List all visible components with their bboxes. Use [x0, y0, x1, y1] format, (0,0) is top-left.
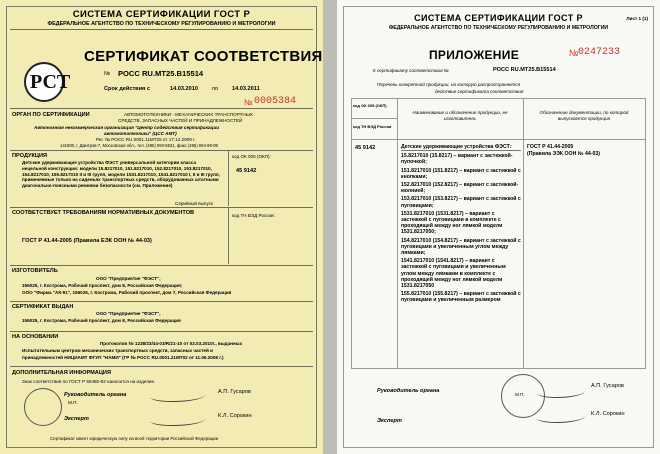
appendix-serial-prefix: № [569, 48, 579, 58]
row-okp-code: 45 9142 [355, 145, 376, 151]
issued-line-1: ООО "Предприятие "ФЭСТ", [96, 311, 161, 316]
list-line-1: Перечень конкретной продукции, на которую распространяется [377, 82, 521, 87]
maker-label: ИЗГОТОВИТЕЛЬ [12, 268, 58, 274]
maker-line-1: ООО "Предприятие "ФЭСТ", [96, 276, 161, 281]
head-label: Руководитель органа [64, 392, 127, 398]
valid-to: 14.03.2011 [232, 86, 260, 92]
col-docs-header: Обозначение документации, по которой выпускается продукция [539, 110, 629, 121]
certificate-footer: Сертификат имеет юридическую силу на всей территории Российской Федерации [50, 436, 219, 441]
basis-line-2: Испытательным центром механических транспортных средств, запасных частей и [22, 348, 213, 353]
appendix-title: ПРИЛОЖЕНИЕ [429, 48, 519, 62]
organ-line-1: АВТОМОТОТЕХНИКИ - МЕХАНИЧЕСКИХ ТРАНСПОРТНЫХ [124, 112, 253, 117]
appendix-serial: 0247233 [578, 47, 621, 58]
appendix-expert-label: Эксперт [377, 418, 402, 424]
expert-name: К.Л. Сорокин [218, 413, 252, 419]
extra-label: ДОПОЛНИТЕЛЬНАЯ ИНФОРМАЦИЯ [12, 370, 111, 376]
product-item: 1541.8217010 (1541.8217) – вариант с застежкой с пуговицами и увеличенным углом между лямками в комплекте с проходящей между ног лямкой модели 1531.8217050 [401, 258, 506, 290]
certificate-agency: ФЕДЕРАЛЬНОЕ АГЕНТСТВО ПО ТЕХНИЧЕСКОМУ РЕГУЛИРОВАНИЮ И МЕТРОЛОГИИ [47, 21, 276, 27]
certificate-title: СЕРТИФИКАТ СООТВЕТСТВИЯ [84, 48, 323, 65]
list-line-2: действие сертификата соответствия [435, 89, 524, 94]
tnved-label: код ТН ВЭД России: [232, 213, 275, 218]
organ-reg: Рег. № РОСС RU.0001.11MT25 от 17.12.2009 г. [96, 137, 196, 142]
appendix-head-label: Руководитель органа [377, 388, 440, 394]
appendix-expert-name: К.Л. Сорокин [591, 411, 625, 417]
product-list [401, 144, 521, 304]
certificate-system-title: СИСТЕМА СЕРТИФИКАЦИИ ГОСТ Р [72, 9, 251, 20]
validity-to-label: по [212, 86, 219, 92]
product-item: 152.8217010 (152.8217) – вариант с застежкой-молнией; [401, 182, 519, 195]
serial-release: Серийный выпуск [175, 201, 214, 206]
product-item: 153.8217010 (153.8217) – вариант с застежкой с пуговицами; [401, 196, 521, 209]
stamp-seal [24, 388, 62, 426]
organ-name-2: автомототехники" (ЦСС АМТ) [104, 131, 177, 136]
header-rule [10, 29, 313, 30]
appendix-system-title: СИСТЕМА СЕРТИФИКАЦИИ ГОСТ Р [414, 13, 583, 23]
product-item: 155.8217010 (155.8217) – вариант с застежкой с пуговицами и увеличенным размером [401, 291, 521, 304]
certificate-number: РОСС RU.MT25.B15514 [118, 69, 204, 78]
maker-line-2: 156025, г. Кострома, Рабочий проспект, дом 8, Российская Федерация; [22, 283, 183, 288]
basis-label: НА ОСНОВАНИИ [12, 334, 59, 340]
organ-address: 141800, г. Дмитров-7, Московская обл., тел. (495) 993-5531, факс (495) 994-99-09 [60, 143, 218, 148]
issued-label: СЕРТИФИКАТ ВЫДАН [12, 304, 74, 310]
to-cert-label: К сертификату соответствия № [373, 68, 449, 73]
doc-line-1: ГОСТ Р 41.44-2005 [527, 144, 574, 150]
rst-logo: РСТ [24, 62, 64, 102]
basis-line-1: Протоколов № 1238/23/44-03/R/21-10 от 03.03.2010г., выданных [100, 341, 243, 346]
norm-text: ГОСТ Р 41.44-2005 (Правила ЕЭК ООН № 44-03) [22, 238, 152, 244]
appendix-stamp-mp: М.П. [515, 392, 525, 397]
doc-line-2: (Правила ЭЭК ООН № 44-03) [527, 151, 600, 157]
appendix-agency: ФЕДЕРАЛЬНОЕ АГЕНТСТВО ПО ТЕХНИЧЕСКОМУ РЕГУЛИРОВАНИЮ И МЕТРОЛОГИИ [388, 25, 609, 31]
product-label: ПРОДУКЦИЯ [12, 153, 48, 159]
product-item: 151.8217010 (151.8217) – вариант с застежкой с кнопками; [401, 167, 521, 180]
to-cert-number: РОСС RU.MT25.B15514 [493, 67, 556, 73]
certificate-page [0, 0, 323, 454]
extra-text: Знак соответствия по ГОСТ Р 50460-92 наносится на изделие. [22, 379, 156, 384]
validity-label: Срок действия с [104, 86, 150, 92]
maker-line-3: ООО "Фирма "АК-91", 156025, г. Кострома, Рабочий проспект, дом 7, Российская Федерация [22, 290, 232, 295]
appendix-sheet: Лист 1 (1) [626, 16, 648, 21]
serial-number: 0005384 [254, 96, 297, 107]
valid-from: 14.03.2010 [170, 86, 198, 92]
col-okp-header: код ОК 005 (ОКП) [353, 103, 387, 108]
norm-label: СООТВЕТСТВУЕТ ТРЕБОВАНИЯМ НОРМАТИВНЫХ ДОКУМЕНТОВ [12, 210, 195, 216]
col-tnved-header: код ТН ВЭД России [353, 124, 392, 129]
head-name: А.П. Гусаров [218, 389, 251, 395]
issued-line-2: 156025, г. Кострома, Рабочий проспект, дом 8, Российская Федерация [22, 318, 181, 323]
organ-label: ОРГАН ПО СЕРТИФИКАЦИИ [12, 112, 90, 118]
product-item: Детские удерживающие устройства ФЭСТ: [401, 144, 521, 151]
organ-line-2: СРЕДСТВ, ЗАПАСНЫХ ЧАСТЕЙ И ПРИНАДЛЕЖНОСТЕЙ [118, 118, 243, 123]
serial-prefix: № [244, 98, 253, 107]
organ-name-1: Автономная некоммерческая организация "Центр содействия сертификации [34, 125, 220, 130]
product-text: Детские удерживающие устройства ФЭСТ универсальной категории класса нецельной конструкции: модели 15.8217010, 151.8217010, 152.8217010, 153.8217010, 154.8217010, 155.8217010 II и III групп, модели 1531.8217010, 1541.8217010 I, II и III групп, применяемые только на сиденьях транспортных средств, оборудованных штатными диагонально-поясными ремнями безопасности (см. Приложение) [22, 160, 220, 189]
col-product-header: Наименование и обозначение продукции, ее изготовитель [412, 110, 508, 121]
product-item: 15.8217010 (15.8217) – вариант с застежкой-пупочкой; [401, 153, 513, 166]
cert-no-label: № [104, 71, 111, 77]
product-item: 154.8217010 (154.8217) – вариант с застежкой с пуговицами и увеличенным углом между лямками; [401, 237, 521, 257]
okp-code: 45 9142 [236, 168, 257, 174]
appendix-head-name: А.П. Гусаров [591, 383, 624, 389]
appendix-page [337, 0, 660, 454]
basis-line-3: принадлежностей НИЦИАМТ ФГУП "НАМИ" (ГР № РОСС RU.0001.21MT02 от 11.06.2008 г.) [22, 355, 224, 360]
stamp-mp: М.П. [68, 400, 78, 405]
okp-label: код ОК 005 (ОКП): [232, 154, 271, 159]
product-item: 1531.8217010 (1531.8217) – вариант с застежкой с пуговицами в комплекте с проходящей между ног лямкой модели 1531.8217050; [401, 210, 503, 236]
expert-label: Эксперт [64, 416, 89, 422]
